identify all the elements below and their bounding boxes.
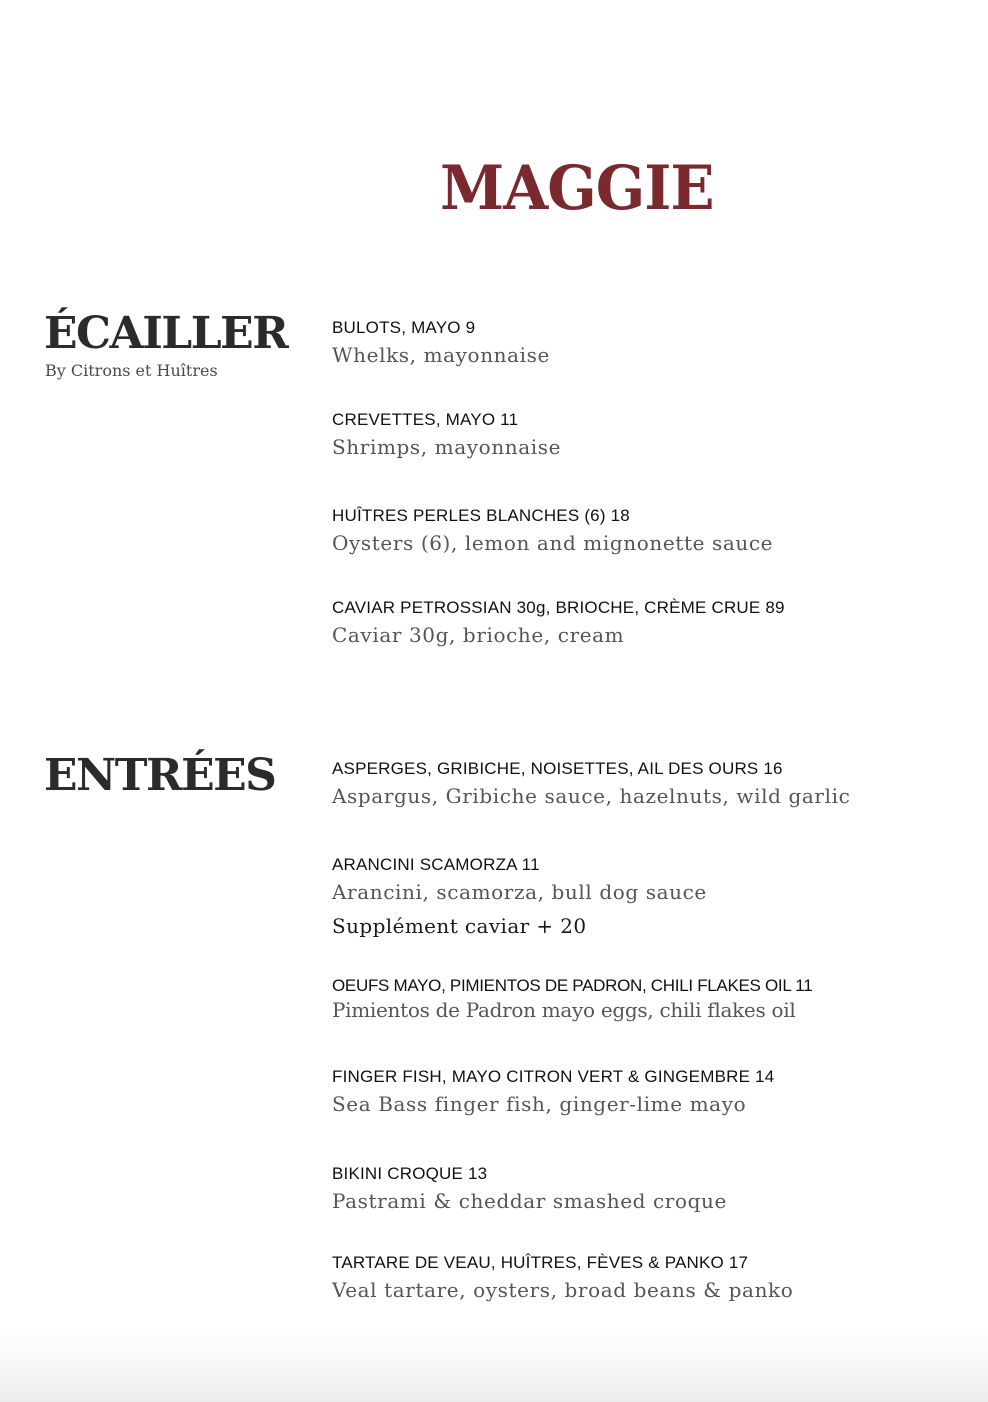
menu-item-name: ARANCINI SCAMORZA 11 — [332, 855, 540, 874]
menu-item — [332, 976, 952, 1024]
menu-item — [332, 410, 952, 461]
section-title-ecailler: ÉCAILLER — [44, 308, 288, 359]
menu-item-name: OEUFS MAYO, PIMIENTOS DE PADRON, CHILI FLAKES OIL 11 — [332, 976, 813, 995]
menu-item-name: CAVIAR PETROSSIAN 30g, BRIOCHE, CRÈME CRUE 89 — [332, 598, 785, 617]
menu-item-name: CREVETTES, MAYO 11 — [332, 410, 519, 429]
menu-item-description: Pimientos de Padron mayo eggs, chili flakes oil — [332, 998, 796, 1022]
menu-item-name: HUÎTRES PERLES BLANCHES (6) 18 — [332, 506, 630, 525]
menu-item — [332, 598, 952, 649]
caviar-supplement: Supplément caviar + 20 — [332, 914, 587, 938]
menu-item-description: Veal tartare, oysters, broad beans & panko — [332, 1278, 794, 1302]
menu-item-name: BIKINI CROQUE 13 — [332, 1164, 488, 1183]
bottom-shadow — [0, 1332, 988, 1402]
menu-item — [332, 1253, 952, 1304]
menu-item-description: Sea Bass finger fish, ginger-lime mayo — [332, 1092, 747, 1116]
menu-item-name: TARTARE DE VEAU, HUÎTRES, FÈVES & PANKO 17 — [332, 1253, 749, 1272]
menu-item — [332, 1164, 952, 1215]
menu-item — [332, 1067, 952, 1118]
menu-item-name: BULOTS, MAYO 9 — [332, 318, 476, 337]
menu-item-description: Oysters (6), lemon and mignonette sauce — [332, 531, 774, 555]
menu-item — [332, 759, 952, 810]
menu-item-description: Whelks, mayonnaise — [332, 343, 550, 367]
menu-item-name: ASPERGES, GRIBICHE, NOISETTES, AIL DES OURS 16 — [332, 759, 783, 778]
menu-item — [332, 855, 952, 940]
menu-item-description: Aspargus, Gribiche sauce, hazelnuts, wild garlic — [332, 784, 851, 808]
section-subtitle-ecailler: By Citrons et Huîtres — [45, 361, 218, 380]
restaurant-name: MAGGIE — [440, 152, 714, 224]
menu-item — [332, 318, 952, 369]
menu-item-description: Pastrami & cheddar smashed croque — [332, 1189, 727, 1213]
menu-item-description: Caviar 30g, brioche, cream — [332, 623, 625, 647]
menu-item-description: Shrimps, mayonnaise — [332, 435, 562, 459]
section-title-entrees: ENTRÉES — [44, 750, 276, 801]
menu-item-description: Arancini, scamorza, bull dog sauce — [332, 880, 707, 904]
menu-item — [332, 506, 952, 557]
menu-item-name: FINGER FISH, MAYO CITRON VERT & GINGEMBRE 14 — [332, 1067, 775, 1086]
